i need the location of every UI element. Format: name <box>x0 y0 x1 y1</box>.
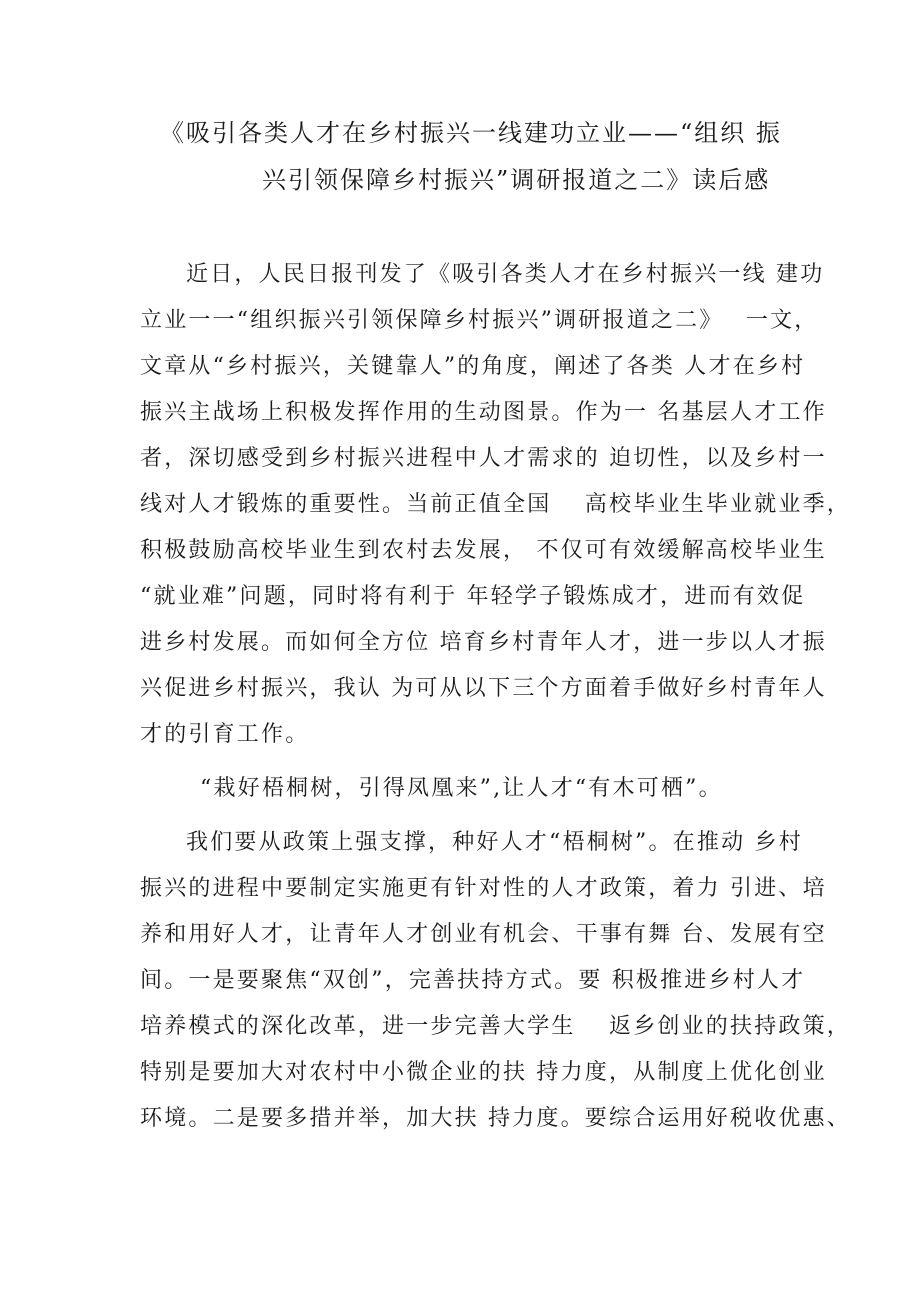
body-line: 特别是要加大对农村中小微企业的扶 持力度，从制度上优化创业 <box>140 1060 827 1085</box>
section-heading: “栽好梧桐树，引得凤凰来”,让人才“有木可栖”。 <box>200 776 723 801</box>
body-line: 才的引育工作。 <box>140 722 310 747</box>
body-line: 间。一是要聚焦“双创”，完善扶持方式。要 积极推进乡村人才 <box>140 968 806 993</box>
body-line: 文章从“乡村振兴，关键靠人”的角度，阐述了各类 人才在乡村 <box>140 354 806 379</box>
body-line: “就业难”问题，同时将有利于 年轻学子锻炼成才，进而有效促 <box>140 584 806 609</box>
body-line: 兴促进乡村振兴，我认 为可从以下三个方面着手做好乡村青年人 <box>140 676 827 701</box>
body-line: 近日，人民日报刊发了《吸引各类人才在乡村振兴一线 建功 <box>186 262 825 287</box>
body-line: 养和用好人才，让青年人才创业有机会、干事有舞 台、发展有空 <box>140 922 827 947</box>
body-line: 振兴的进程中要制定实施更有针对性的人才政策，着力 引进、培 <box>140 876 827 901</box>
body-line: 培养模式的深化改革，进一步完善大学生 返乡创业的扶持政策， <box>140 1014 851 1039</box>
body-line: 我们要从政策上强支撑，种好人才“梧桐树”。在推动 乡村 <box>186 830 803 855</box>
body-line: 进乡村发展。而如何全方位 培育乡村青年人才，进一步以人才振 <box>140 630 827 655</box>
body-line: 积极鼓励高校毕业生到农村去发展， 不仅可有效缓解高校毕业生 <box>140 538 827 563</box>
body-line: 立业一一“组织振兴引领保障乡村振兴”调研报道之二》 一文， <box>140 308 819 333</box>
document-title-line-1: 《吸引各类人才在乡村振兴一线建功立业——“组织 振 <box>160 119 782 147</box>
body-line: 线对人才锻炼的重要性。当前正值全国 高校毕业生毕业就业季， <box>140 492 851 517</box>
document-title-line-2: 兴引领保障乡村振兴”调研报道之二》读后感 <box>262 166 771 194</box>
body-line: 振兴主战场上积极发挥作用的生动图景。作为一 名基层人才工作 <box>140 400 827 425</box>
body-line: 环境。二是要多措并举，加大扶 持力度。要综合运用好税收优惠、 <box>140 1106 851 1131</box>
body-line: 者，深切感受到乡村振兴进程中人才需求的 迫切性，以及乡村一 <box>140 446 827 471</box>
